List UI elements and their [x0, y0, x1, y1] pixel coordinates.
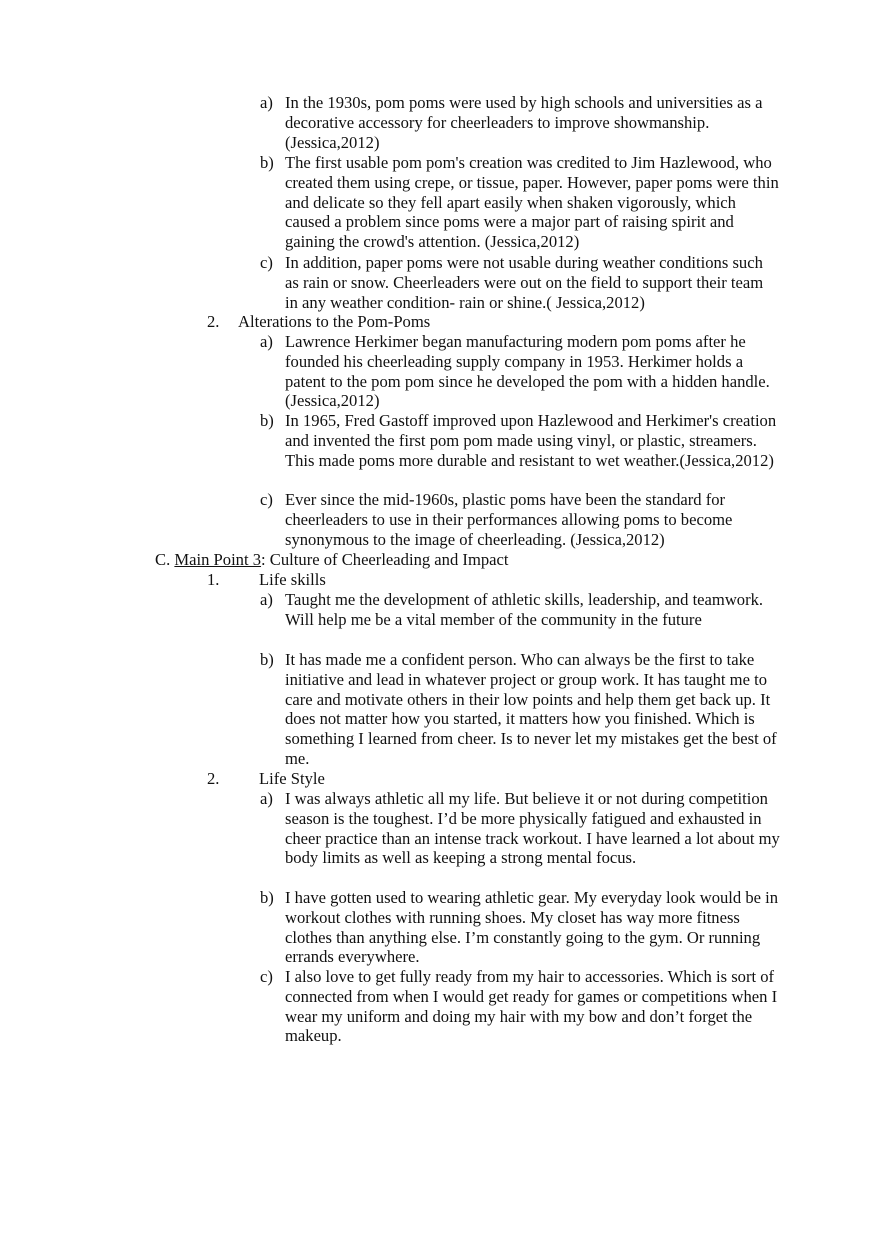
list-number: 2. [207, 312, 220, 331]
list-item [260, 590, 780, 630]
main-point-title: : Culture of Cheerleading and Impact [261, 550, 509, 569]
main-point-heading [155, 550, 715, 570]
subheading-text: Life Style [259, 769, 325, 788]
list-item [260, 490, 780, 549]
list-item-text: I also love to get fully ready from my hair to accessories. Which is sort of connected from when I would get ready for games or competitions when I wear my uniform and doing my hair with my bow and don’t forget the makeup. [285, 967, 778, 1046]
list-item [260, 789, 780, 868]
list-item-text: Taught me the development of athletic skills, leadership, and teamwork. Will help me be a vital member of the community in the future [285, 590, 764, 629]
subheading-text: Alterations to the Pom-Poms [238, 312, 431, 331]
list-marker: c) [260, 490, 273, 509]
list-marker: a) [260, 93, 273, 112]
list-marker: a) [260, 590, 273, 609]
list-item-text: In the 1930s, pom poms were used by high schools and universities as a decorative accessory for cheerleaders to improve showmanship. (Jessica,2012) [285, 93, 763, 152]
list-item-text: I was always athletic all my life. But believe it or not during competition season is the toughest. I’d be more physically fatigued and exhausted in cheer practice than an intense track workout. I have learned a lot about my body limits as well as keeping a strong mental focus. [285, 789, 780, 868]
list-item [260, 411, 780, 470]
list-marker: b) [260, 888, 274, 907]
list-marker: b) [260, 650, 274, 669]
list-item [260, 253, 780, 312]
list-marker: a) [260, 332, 273, 351]
subheading-life-style [207, 769, 607, 789]
list-item [260, 332, 780, 411]
subheading-text: Life skills [259, 570, 326, 589]
list-marker: a) [260, 789, 273, 808]
subheading-life-skills [207, 570, 607, 590]
list-marker: b) [260, 411, 274, 430]
main-point-letter: C. [155, 550, 171, 569]
list-item-text: I have gotten used to wearing athletic gear. My everyday look would be in workout clothes with running shoes. My closet has way more fitness clothes than anything else. I’m constantly going to the gym. Or running errands everywhere. [285, 888, 779, 967]
list-item [260, 93, 780, 152]
list-item-text: In addition, paper poms were not usable during weather conditions such as rain or snow. Cheerleaders were out on the field to support their team in any weather condition- rain or shine.( Jessica,2012) [285, 253, 764, 312]
subheading-alterations [207, 312, 607, 332]
list-item-text: Lawrence Herkimer began manufacturing modern pom poms after he founded his cheerleading supply company in 1953. Herkimer holds a patent to the pom pom since he developed the pom with a hidden handle.(Jessica,2012) [285, 332, 770, 411]
list-item-text: It has made me a confident person. Who can always be the first to take initiative and lead in whatever project or group work. It has taught me to care and motivate others in their low points and help them get back up. It does not matter how you started, it matters how you finished. Which is something I learned from cheer. Is to never let my mistakes get the best of me. [285, 650, 777, 768]
main-point-label: Main Point 3 [174, 550, 262, 569]
list-number: 1. [207, 570, 220, 589]
list-number: 2. [207, 769, 220, 788]
list-item-text: In 1965, Fred Gastoff improved upon Hazlewood and Herkimer's creation and invented the first pom pom made using vinyl, or plastic, streamers. This made poms more durable and resistant to wet weather.(Jessica,2012) [285, 411, 777, 470]
list-item-text: Ever since the mid-1960s, plastic poms have been the standard for cheerleaders to use in their performances allowing poms to become synonymous to the image of cheerleading. (Jessica,2012) [285, 490, 733, 549]
list-item [260, 888, 780, 967]
list-marker: c) [260, 967, 273, 986]
list-marker: b) [260, 153, 274, 172]
list-item [260, 650, 780, 769]
list-item [260, 967, 780, 1046]
list-marker: c) [260, 253, 273, 272]
list-item [260, 153, 780, 252]
list-item-text: The first usable pom pom's creation was credited to Jim Hazlewood, who created them using crepe, or tissue, paper. However, paper poms were thin and delicate so they fell apart easily when shaken vigorously, which caused a problem since poms were a major part of raising spirit and gaining the crowd's attention. (Jessica,2012) [285, 153, 779, 252]
